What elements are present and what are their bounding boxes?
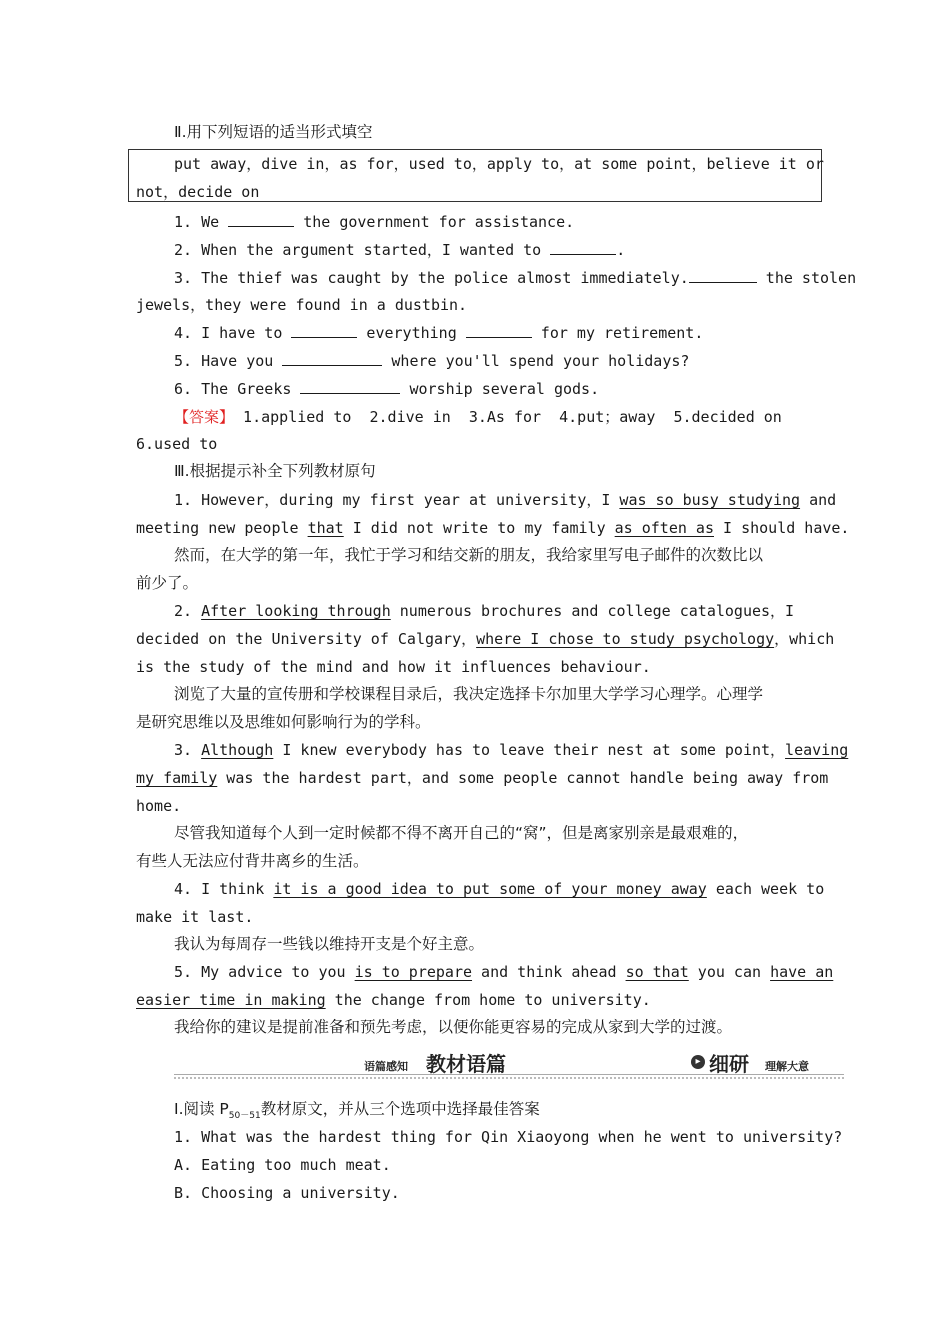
heading-text: 教材原文，并从三个选项中选择最佳答案 <box>260 1100 540 1118</box>
underlined-phrase: is to prepare <box>354 963 473 981</box>
banner-title: 教材语篇 <box>426 1052 506 1076</box>
fill-blank[interactable] <box>466 323 532 338</box>
sentence-text: decided on the University of Calgary， <box>136 630 477 648</box>
underlined-phrase: Although <box>201 741 274 759</box>
underlined-phrase: as often as <box>614 519 714 537</box>
reading-question-1: 1. What was the hardest thing for Qin Xiaoyong when he went to university? <box>174 1128 843 1146</box>
sentence-text: numerous brochures and college catalogues，I <box>390 602 795 620</box>
question-text: everything <box>357 324 466 342</box>
phrase-list: not，decide on <box>136 183 260 201</box>
underlined-phrase: my family <box>136 769 218 787</box>
underlined-phrase: leaving <box>785 741 849 759</box>
question-text: 2. When the argument started，I wanted to <box>174 241 551 259</box>
question-text: for my retirement. <box>531 324 704 342</box>
question-text: 6. The Greeks <box>174 380 301 398</box>
sentence-text: 5. My advice to you <box>174 963 355 981</box>
section-heading <box>174 1099 540 1126</box>
sentence-3-cont <box>136 768 828 788</box>
sentence-text: and <box>800 491 837 509</box>
answer-tag: 【答案】 <box>174 408 235 426</box>
fill-blank[interactable] <box>689 268 757 283</box>
fill-blank[interactable] <box>228 212 294 227</box>
question-6 <box>174 379 599 399</box>
translation: 然而，在大学的第一年，我忙于学习和结交新的朋友，我给家里写电子邮件的次数比以 <box>174 546 764 564</box>
answer-line-cont: 6.used to <box>136 435 218 453</box>
heading-text: Ⅰ.阅读 P <box>174 1100 229 1118</box>
sentence-2 <box>174 601 794 621</box>
banner-left-label: 语篇感知 <box>364 1060 408 1073</box>
sentence-3 <box>174 740 848 760</box>
sentence-4-cont: make it last. <box>136 908 254 926</box>
sentence-text: was the hardest part，and some people cannot handle being away from <box>217 769 829 787</box>
answer-line <box>174 407 782 427</box>
divider <box>174 1074 844 1075</box>
section-heading: Ⅱ.用下列短语的适当形式填空 <box>174 123 373 141</box>
sentence-text: 4. I think <box>174 880 274 898</box>
question-3 <box>174 268 856 288</box>
question-2 <box>174 240 625 260</box>
translation: 浏览了大量的宣传册和学校课程目录后，我决定选择卡尔加里大学学习心理学。心理学 <box>174 685 764 703</box>
sentence-4 <box>174 879 824 899</box>
sentence-text: each week to <box>706 880 825 898</box>
question-4 <box>174 323 703 343</box>
underlined-phrase: where I chose to study psychology <box>476 630 775 648</box>
fill-blank[interactable] <box>291 323 357 338</box>
underlined-phrase: that <box>307 519 344 537</box>
answer-text: 1.applied to 2.dive in 3.As for 4.put；away 5.decided on <box>234 408 782 426</box>
sentence-text: meeting new people <box>136 519 308 537</box>
sentence-text: 3. <box>174 741 202 759</box>
arrow-icon: ▸ <box>691 1055 705 1069</box>
fill-blank[interactable] <box>300 379 400 394</box>
phrase-list: put away，dive in，as for，used to，apply to，at some point，believe it or <box>174 155 824 173</box>
fill-blank[interactable] <box>550 240 616 255</box>
section-banner <box>174 1046 844 1080</box>
underlined-phrase: have an <box>770 963 834 981</box>
sentence-1-cont <box>136 518 849 538</box>
section-heading: Ⅲ.根据提示补全下列教材原句 <box>174 462 376 480</box>
sentence-3-cont: home. <box>136 797 182 815</box>
question-text: the stolen <box>756 269 857 287</box>
sentence-5-cont <box>136 990 651 1010</box>
question-text: . <box>616 241 626 259</box>
question-text: worship several gods. <box>400 380 600 398</box>
banner-right-label: 理解大意 <box>765 1060 809 1073</box>
underlined-phrase: was so busy studying <box>619 491 801 509</box>
underlined-phrase: easier time in making <box>136 991 326 1009</box>
translation: 是研究思维以及思维如何影响行为的学科。 <box>136 713 431 731</box>
sentence-2-cont <box>136 629 834 649</box>
question-1 <box>174 212 574 232</box>
sentence-text: I knew everybody has to leave their nest at some point， <box>273 741 786 759</box>
underlined-phrase: so that <box>625 963 689 981</box>
banner-title-2: 细研 <box>709 1052 749 1076</box>
question-5 <box>174 351 689 371</box>
question-text: where you'll spend your holidays? <box>382 352 690 370</box>
translation: 前少了。 <box>136 574 199 592</box>
sentence-text: 1. However，during my first year at university，I <box>174 491 620 509</box>
sentence-5 <box>174 962 833 982</box>
option-a[interactable]: A. Eating too much meat. <box>174 1156 391 1174</box>
sentence-text: and think ahead <box>472 963 626 981</box>
sentence-text: ，which <box>774 630 835 648</box>
sentence-text: I did not write to my family <box>343 519 615 537</box>
translation: 我给你的建议是提前准备和预先考虑，以便你能更容易的完成从家到大学的过渡。 <box>174 1018 733 1036</box>
question-text: 5. Have you <box>174 352 283 370</box>
question-text: 3. The thief was caught by the police almost immediately. <box>174 269 689 287</box>
sentence-text: you can <box>688 963 771 981</box>
question-text: the government for assistance. <box>294 213 575 231</box>
sentence-2-cont: is the study of the mind and how it influences behaviour. <box>136 658 651 676</box>
sentence-text: 2. <box>174 602 202 620</box>
sentence-text: the change from home to university. <box>325 991 651 1009</box>
page-range: 50－51 <box>228 1111 261 1122</box>
sentence-text: I should have. <box>714 519 850 537</box>
fill-blank[interactable] <box>282 351 382 366</box>
question-text: 4. I have to <box>174 324 292 342</box>
translation: 我认为每周存一些钱以维持开支是个好主意。 <box>174 935 485 953</box>
underlined-phrase: it is a good idea to put some of your money away <box>273 880 707 898</box>
translation: 尽管我知道每个人到一定时候都不得不离开自己的“窝”，但是离家别亲是最艰难的， <box>174 824 749 842</box>
sentence-1 <box>174 490 836 510</box>
divider <box>174 1077 844 1079</box>
underlined-phrase: After looking through <box>201 602 391 620</box>
question-3-cont: jewels，they were found in a dustbin. <box>136 296 468 314</box>
question-text: 1. We <box>174 213 229 231</box>
option-b[interactable]: B. Choosing a university. <box>174 1184 400 1202</box>
translation: 有些人无法应付背井离乡的生活。 <box>136 852 369 870</box>
